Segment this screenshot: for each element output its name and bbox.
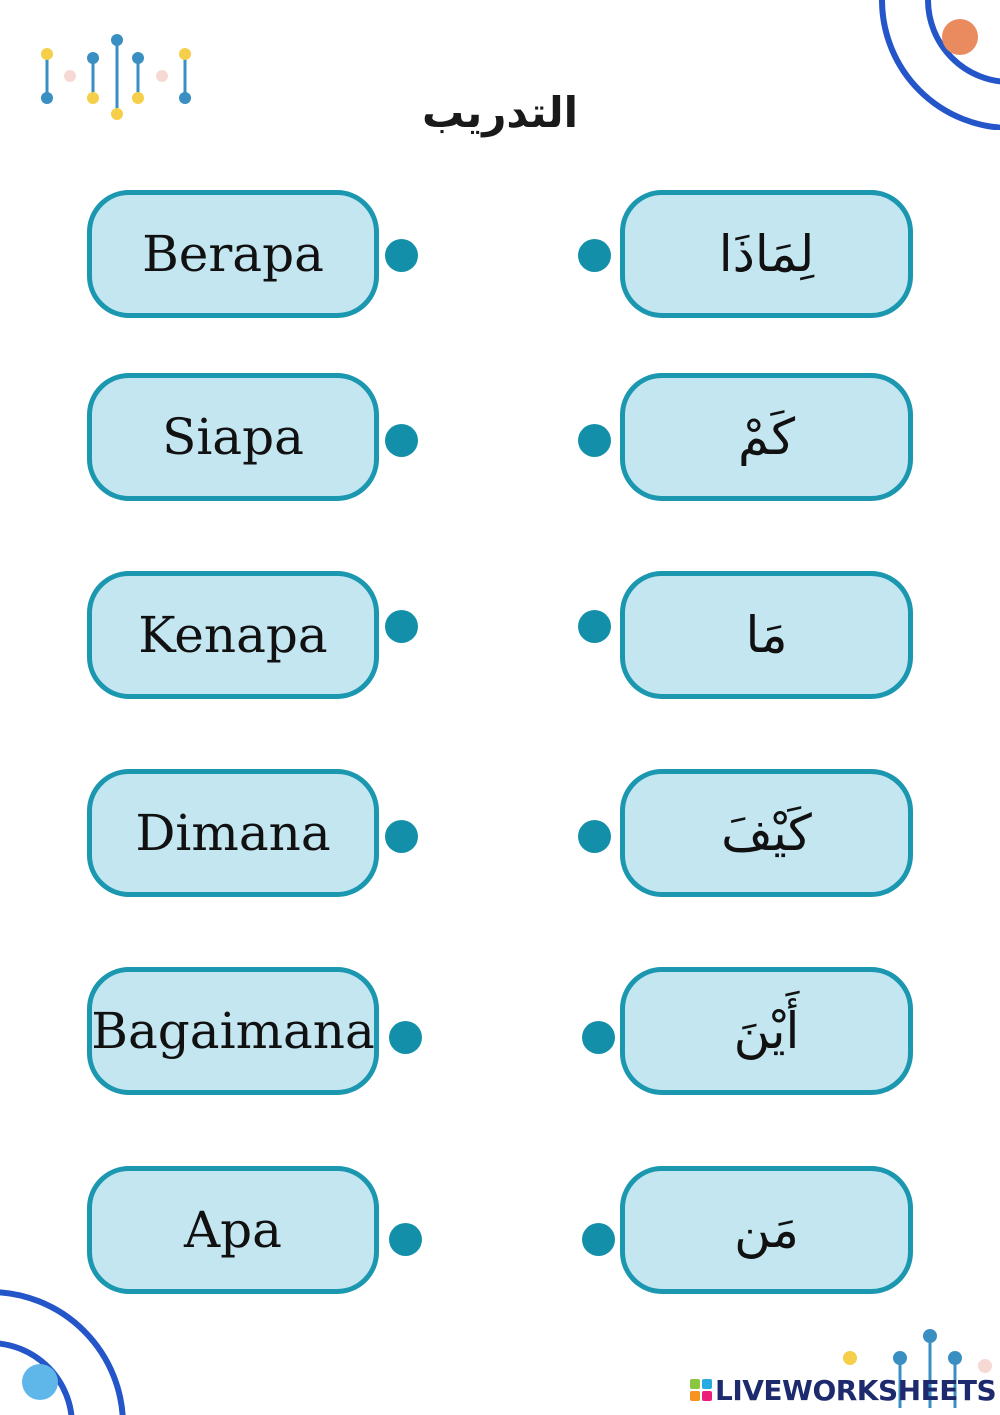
left-answer-box[interactable] bbox=[87, 373, 379, 501]
right-connector-dot[interactable] bbox=[582, 1021, 615, 1054]
left-connector-dot[interactable] bbox=[389, 1021, 422, 1054]
right-question-label: أَيْنَ bbox=[733, 1002, 800, 1060]
right-question-box[interactable] bbox=[620, 190, 913, 318]
left-answer-label: Apa bbox=[184, 1201, 282, 1259]
right-question-label: كَيْفَ bbox=[721, 804, 812, 862]
right-question-label: مَا bbox=[745, 606, 788, 664]
left-answer-label: Berapa bbox=[142, 225, 324, 283]
left-connector-dot[interactable] bbox=[385, 239, 418, 272]
right-connector-dot[interactable] bbox=[582, 1223, 615, 1256]
left-connector-dot[interactable] bbox=[389, 1223, 422, 1256]
liveworksheets-logo bbox=[690, 1372, 996, 1408]
left-answer-box[interactable] bbox=[87, 769, 379, 897]
right-question-label: مَن bbox=[734, 1201, 799, 1259]
orbit-decoration-bottom-left bbox=[0, 1285, 140, 1415]
right-connector-dot[interactable] bbox=[578, 239, 611, 272]
left-answer-label: Kenapa bbox=[138, 606, 328, 664]
right-question-box[interactable] bbox=[620, 571, 913, 699]
page-title: التدريب bbox=[422, 88, 578, 137]
right-question-box[interactable] bbox=[620, 1166, 913, 1294]
right-question-label: كَمْ bbox=[737, 408, 796, 466]
right-connector-dot[interactable] bbox=[578, 610, 611, 643]
logo-text: LIVEWORKSHEETS bbox=[715, 1373, 997, 1407]
right-question-box[interactable] bbox=[620, 373, 913, 501]
left-connector-dot[interactable] bbox=[385, 610, 418, 643]
left-answer-label: Siapa bbox=[162, 408, 304, 466]
right-connector-dot[interactable] bbox=[578, 424, 611, 457]
left-connector-dot[interactable] bbox=[385, 424, 418, 457]
left-answer-box[interactable] bbox=[87, 571, 379, 699]
left-answer-box[interactable] bbox=[87, 190, 379, 318]
left-answer-label: Bagaimana bbox=[91, 1002, 375, 1060]
logo-mark-icon bbox=[690, 1379, 712, 1401]
right-question-label: لِمَاذَا bbox=[718, 225, 815, 283]
left-connector-dot[interactable] bbox=[385, 820, 418, 853]
right-question-box[interactable] bbox=[620, 769, 913, 897]
right-connector-dot[interactable] bbox=[578, 820, 611, 853]
left-answer-label: Dimana bbox=[135, 804, 331, 862]
right-question-box[interactable] bbox=[620, 967, 913, 1095]
left-answer-box[interactable] bbox=[87, 1166, 379, 1294]
left-answer-box[interactable] bbox=[87, 967, 379, 1095]
